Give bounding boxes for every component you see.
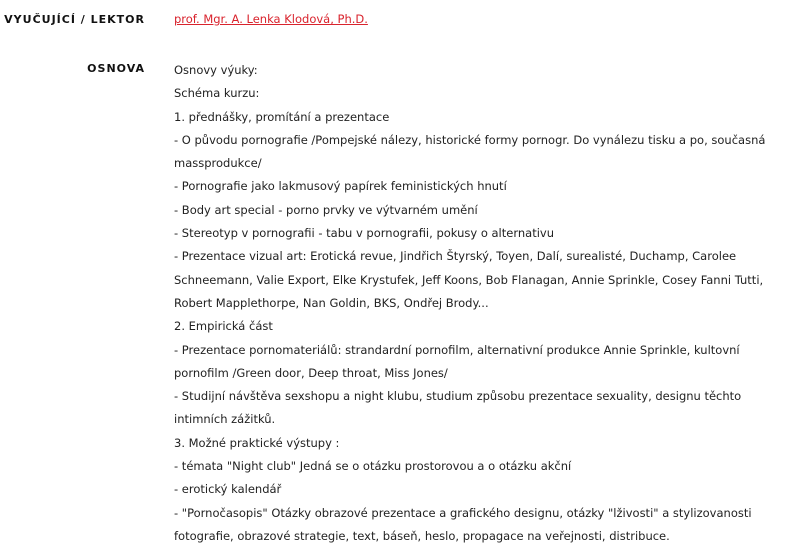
osnova-line: - témata "Night club" Jedná se o otázku prostorovou a o otázku akční [174, 459, 572, 474]
osnova-line: - Studijní návštěva sexshopu a night klubu, studium způsobu prezentace sexuality, designu těchto intimních zážitků. [174, 389, 742, 427]
lector-name-link[interactable]: prof. Mgr. A. Lenka Klodová, Ph.D. [174, 12, 368, 26]
osnova-content [174, 59, 794, 548]
osnova-line: - Prezentace pornomateriálů: strandardní pornofilm, alternativní produkce Annie Sprinkle, kultovní pornofilm /Green door, Deep throat, Miss Jones/ [174, 342, 740, 380]
osnova-line: - Prezentace vizual art: Erotická revue, Jindřich Štyrský, Toyen, Dalí, surealisté, Duchamp, Carolee Schneemann, Valie Export, Elke Krystufek, Jeff Koons, Bob Flanagan, Annie Sprinkle, Cosey Fanni Tutti, Robert Mapplethorpe, Nan Goldin, BKS, Ondřej Brody... [174, 249, 764, 310]
osnova-line: - Pornografie jako lakmusový papírek feministických hnutí [174, 179, 507, 194]
osnova-line: - "Pornočasopis" Otázky obrazové prezentace a grafického designu, otázky "lživosti" a stylizovanosti fotografie, obrazové strategie, text, báseň, heslo, propagace na veřejnosti, distribuce. [174, 505, 752, 543]
osnova-line: 1. přednášky, promítání a prezentace [174, 109, 390, 124]
lector-value [174, 12, 794, 26]
osnova-line: 2. Empirická část [174, 319, 273, 334]
osnova-line: - O původu pornografie /Pompejské nálezy, historické formy pornogr. Do vynálezu tisku a po, současná massprodukce/ [174, 132, 766, 171]
osnova-label: OSNOVA [87, 62, 145, 75]
lector-label: VYUČUJÍCÍ / LEKTOR [4, 13, 145, 26]
osnova-line: - Body art special - porno prvky ve výtvarném umění [174, 202, 478, 217]
osnova-line: 3. Možné praktické výstupy : [174, 435, 340, 450]
osnova-line: - Stereotyp v pornografii - tabu v pornografii, pokusy o alternativu [174, 226, 554, 241]
osnova-line: - erotický kalendář [174, 482, 282, 497]
osnova-line: Osnovy výuky: [174, 63, 258, 77]
osnova-line: Schéma kurzu: [174, 86, 260, 101]
